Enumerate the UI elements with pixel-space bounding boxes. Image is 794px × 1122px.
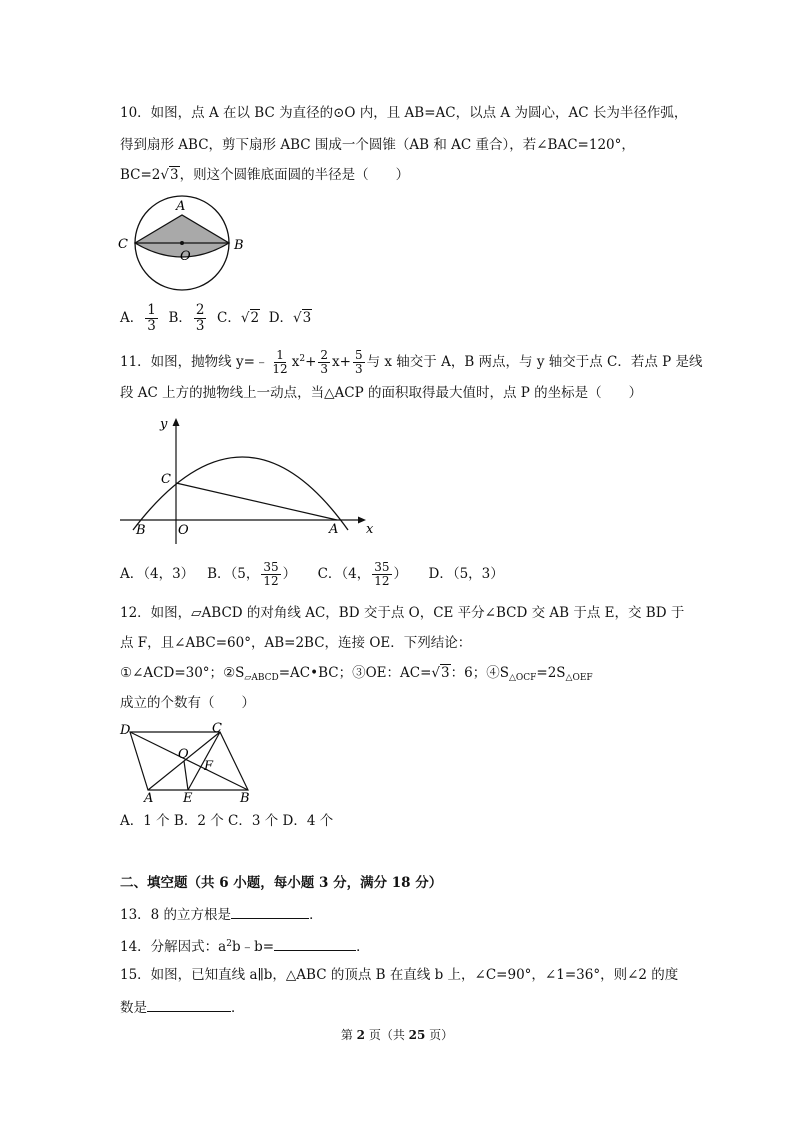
q12-label-C: C	[212, 721, 222, 736]
q11-label-B: B	[136, 523, 146, 538]
q12-line-2: 点 F，且∠ABC=60°，AB=2BC，连接 OE．下列结论：	[120, 635, 472, 651]
q11-x-arrow	[358, 517, 366, 524]
section-2-title: 二、填空题（共 6 小题，每小题 3 分，满分 18 分）	[120, 875, 443, 891]
q11-label-x: x	[366, 522, 374, 537]
q11-parabola	[133, 457, 348, 530]
q13: 13．8 的立方根是 ．	[120, 907, 323, 923]
q12-label-D: D	[120, 723, 131, 738]
q12-label-O: O	[178, 747, 189, 762]
q12-figure	[116, 720, 266, 804]
q11-line-2: 段 AC 上方的抛物线上一动点，当△ACP 的面积取得最大值时，点 P 的坐标是（ ）	[120, 385, 643, 401]
q12-label-A: A	[144, 791, 154, 804]
q11-label-y: y	[160, 417, 168, 432]
q12-diagonal-BD	[130, 732, 248, 790]
q12-line-1: 12．如图，▱ABCD 的对角线 AC，BD 交于点 O，CE 平分∠BCD 交 AB 于点 E，交 BD 于	[120, 605, 685, 621]
q12-label-E: E	[183, 791, 193, 804]
q10-label-A: A	[176, 199, 186, 214]
sqrt-3: √3	[160, 167, 179, 183]
q11-label-C: C	[161, 472, 171, 487]
q10-line-2: 得到扇形 ABC，剪下扇形 ABC 围成一个圆锥（AB 和 AC 重合），若∠BAC=120°，	[120, 137, 635, 153]
q10-line-3: BC=2√3，则这个圆锥底面圆的半径是（ ）	[120, 167, 410, 183]
q10-label-O: O	[180, 249, 191, 264]
q14: 14．分解因式：$a^2b﹣b=$ ．	[120, 939, 370, 955]
q12-options: A．1 个 B．2 个 C．3 个 D．4 个	[120, 813, 334, 829]
q11-y-arrow	[173, 418, 180, 426]
q15-line-1: 15．如图，已知直线 a∥b，△ABC 的顶点 B 在直线 b 上，∠C=90°，∠1=36°，则∠2 的度	[120, 967, 679, 983]
q10-label-C: C	[118, 237, 128, 252]
q12-label-F: F	[204, 759, 214, 774]
q12-segment-OE	[184, 761, 188, 790]
q10-label-B: B	[234, 238, 244, 253]
q15-answer-blank	[147, 998, 231, 1012]
q10-figure	[118, 193, 258, 293]
q11-options: A．（4，3） B．（5， $\frac{35}{12}$ ） C．（4， $\frac{35}{12}$ ） D．（5，3）	[120, 560, 504, 588]
q12-label-B: B	[240, 791, 250, 804]
page-footer: 第 2 页（共 25 页）	[340, 1028, 454, 1042]
q13-answer-blank	[231, 905, 309, 919]
q11-label-O: O	[178, 523, 189, 538]
q11-figure	[118, 412, 378, 548]
q10-options: A． $\frac{1}{3}$ B． $\frac{2}{3}$ C．√2 D．√3	[120, 302, 312, 334]
q10-center-point	[180, 241, 184, 245]
q12-conclusions: ①∠ACD=30°；$②S_{▱ABCD}=AC•BC$；③OE：AC=√3：6；$④S_{\triangle OCF}=2S_{\triangle OEF}$	[120, 665, 593, 683]
q14-answer-blank	[274, 937, 356, 951]
q11-line-1: 11．如图，抛物线 y=﹣ $\frac{1}{12}$ $x^2+$ $\frac{2}{3}$ x+ $\frac{5}{3}$ 与 x 轴交于 A，B 两点，与 y 轴交于点 C．若点 P 是线	[120, 348, 703, 376]
q12-line-4: 成立的个数有（ ）	[120, 695, 255, 711]
q10-line-1: 10．如图，点 A 在以 BC 为直径的⊙O 内，且 AB=AC，以点 A 为圆心，AC 长为半径作弧，	[120, 105, 688, 121]
q15-line-2: 数是 ．	[120, 1000, 245, 1016]
q11-label-A: A	[329, 522, 339, 537]
